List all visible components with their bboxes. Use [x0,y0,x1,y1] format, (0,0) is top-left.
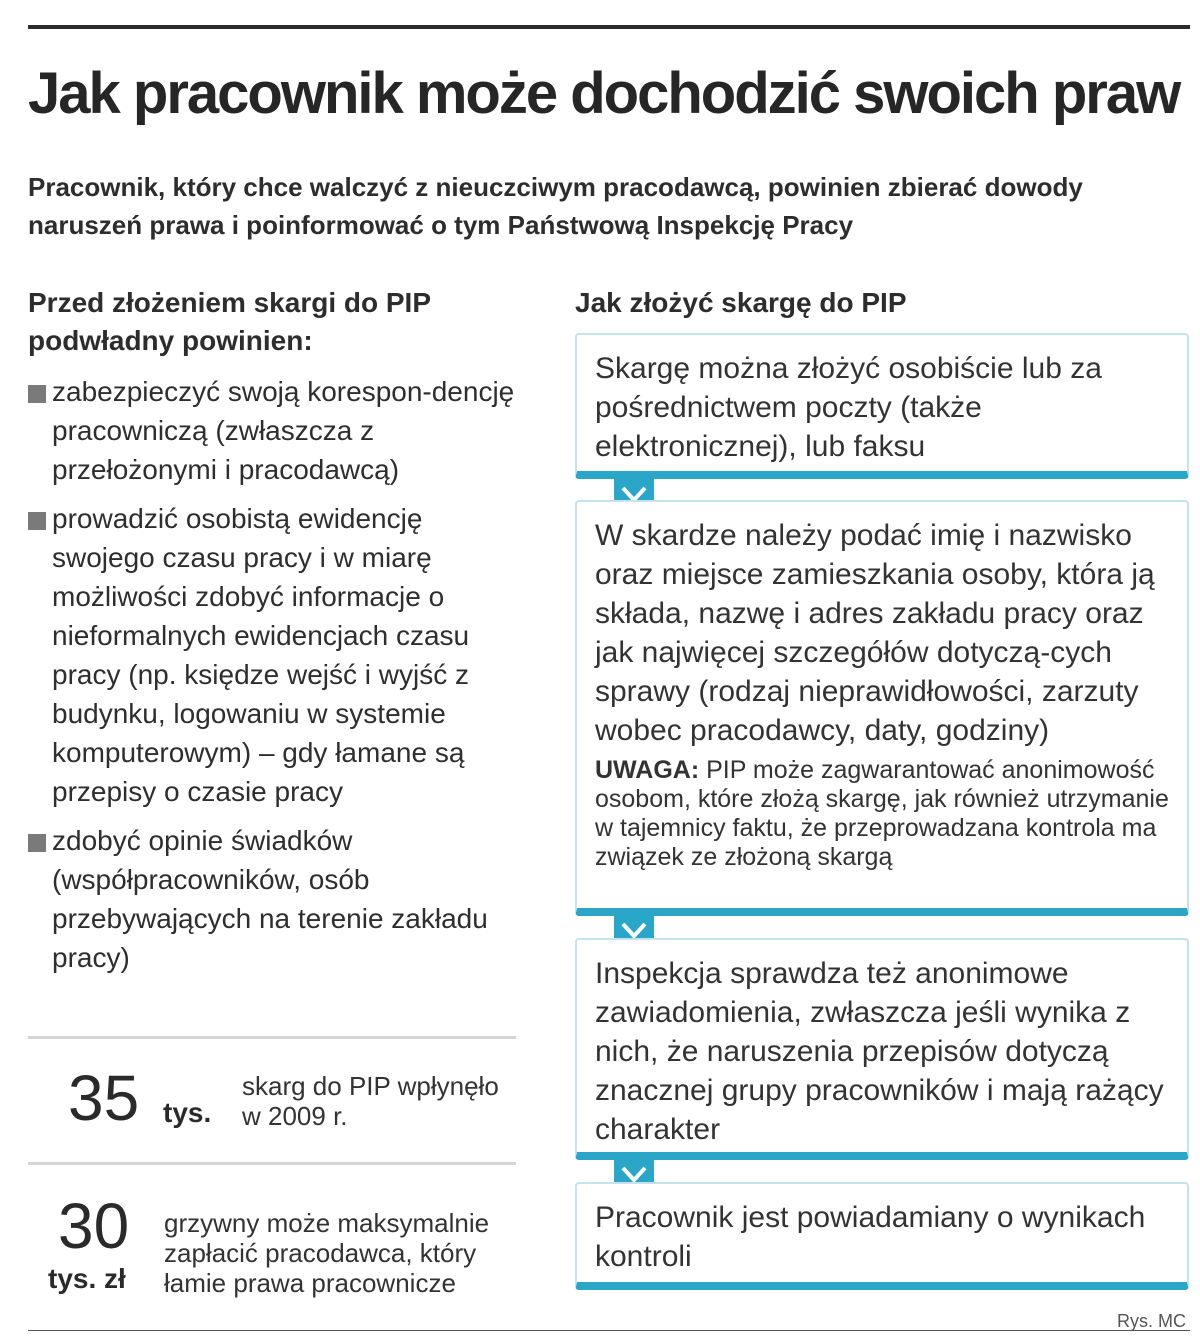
warning-note [595,756,1171,872]
stat-divider [28,1162,516,1165]
top-rule [28,25,1190,29]
checklist-item [28,372,528,489]
step-box-4 [575,1182,1189,1290]
square-bullet-icon [28,834,46,852]
checklist-item-text: prowadzić osobistą ewidencję swojego czasu pracy i w miarę możliwości zdobyć informacje o nieformalnych ewidencjach czasu pracy (np. księdze wejść i wyjść z budynku, logowaniu w systemie komputerowym) – gdy łamane są przepisy o czasie pracy [52,503,470,807]
right-heading: Jak złożyć skargę do PIP [575,287,907,318]
stat-value: 35 [68,1062,140,1134]
step-text: Skargę można złożyć osobiście lub za pośrednictwem poczty (także elektronicznej), lub faksu [595,352,1102,463]
stat-unit: tys. zł [48,1263,126,1294]
left-heading: Przed złożeniem skargi do PIP podwładny powinien: [28,287,431,356]
stat-description: grzywny może maksymalnie zapłacić pracodawca, który łamie prawa pracownicze [164,1208,490,1298]
square-bullet-icon [28,385,46,403]
pre-complaint-checklist [28,372,528,987]
step-text: Pracownik jest powiadamiany o wynikach kontroli [595,1201,1146,1273]
step-box-1 [575,333,1189,479]
image-credit: Rys. MC [1117,1311,1186,1331]
note-label: UWAGA: [595,756,700,784]
stat-divider [28,1036,516,1039]
stat-value: 30 [58,1190,130,1262]
checklist-item-text: zabezpieczyć swoją korespon-dencję pracowniczą (zwłaszcza z przełożonymi i pracodawcą) [52,376,515,485]
step-text: Inspekcja sprawdza też anonimowe zawiadomienia, zwłaszcza jeśli wynika z nich, że naruszenia przepisów dotyczą znacznej grupy pracowników i mają rażący charakter [595,957,1164,1146]
note-text: PIP może zagwarantować anonimowość osobom, które złożą skargę, jak również utrzymanie w tajemnicy faktu, że przeprowadzana kontrola ma związek ze złożoną skargą [595,756,1169,871]
step-box-2 [575,500,1189,916]
page-title: Jak pracownik może dochodzić swoich praw [28,61,1180,126]
checklist-item [28,499,528,811]
checklist-item-text: zdobyć opinie świadków (współpracowników, osób przebywających na terenie zakładu pracy) [52,825,488,973]
checklist-item [28,821,528,977]
page-subtitle: Pracownik, który chce walczyć z nieuczciwym pracodawcą, powinien zbierać dowody naruszeń prawa i poinformować o tym Państwową Inspekcję Pracy [28,172,1083,240]
stat-description: skarg do PIP wpłynęło w 2009 r. [242,1071,499,1131]
step-box-3 [575,938,1189,1160]
step-text: W skardze należy podać imię i nazwisko oraz miejsce zamieszkania osoby, która ją składa, nazwę i adres zakładu pracy oraz jak najwięcej szczegółów dotyczą-cych sprawy (rodzaj nieprawidłowości, zarzuty wobec pracodawcy, daty, godziny) [595,519,1155,747]
stat-unit: tys. [163,1097,212,1128]
square-bullet-icon [28,512,46,530]
bottom-rule [28,1330,1190,1331]
